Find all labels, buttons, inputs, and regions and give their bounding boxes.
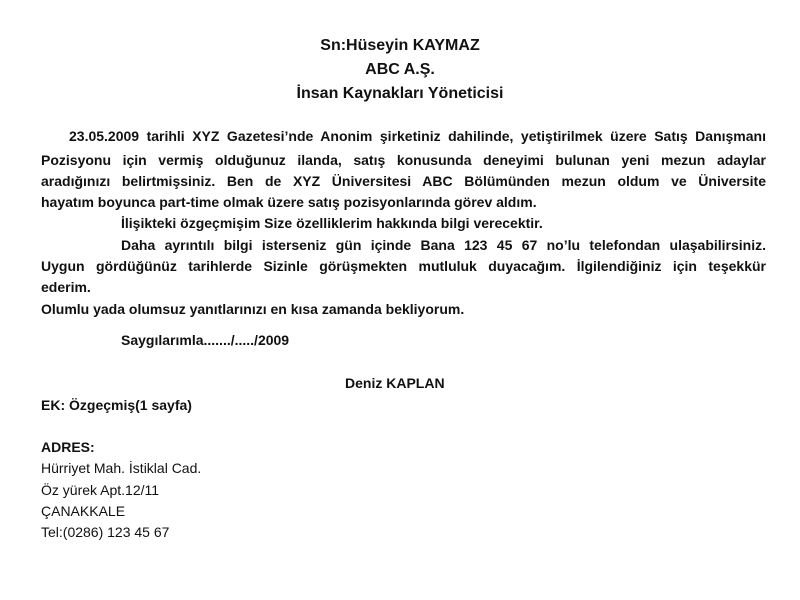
recipient-title: İnsan Kaynakları Yöneticisi: [296, 85, 504, 102]
paragraph3-line: Uygun gördüğünüz tarihlerde Sizinle görüşmekten mutluluk duyacağım. İlgilendiğiniz için teşekkür: [41, 258, 766, 274]
paragraph3-line: Daha ayrıntılı bilgi isterseniz gün içinde Bana 123 45 67 no’lu telefondan ulaşabilirsiniz.: [121, 237, 766, 253]
paragraph3-line: ederim.: [41, 279, 91, 295]
phone-line: Tel:(0286) 123 45 67: [41, 524, 170, 540]
paragraph1-line: 23.05.2009 tarihli XYZ Gazetesi’nde Anonim şirketiniz dahilinde, yetiştirilmek üzere Satış Danışmanı: [69, 128, 766, 144]
paragraph1-line: aradığınızı belirtmişsiniz. Ben de XYZ Üniversitesi ABC Bölümünden mezun oldum ve Üniversite: [41, 173, 766, 189]
attachment-note: EK: Özgeçmiş(1 sayfa): [41, 397, 192, 413]
paragraph2: İlişikteki özgeçmişim Size özelliklerim hakkında bilgi verecektir.: [121, 215, 543, 231]
recipient-name: Sn:Hüseyin KAYMAZ: [320, 37, 480, 54]
address-line: Öz yürek Apt.12/11: [41, 482, 160, 498]
paragraph1-line: Pozisyonu için vermiş olduğunuz ilanda, satış konusunda deneyimi bulunan yeni mezun adaylar: [41, 152, 766, 168]
address-heading: ADRES:: [41, 439, 95, 455]
company-name: ABC A.Ş.: [365, 61, 435, 78]
closing-line: Saygılarımla......./...../2009: [121, 332, 290, 348]
sender-name: Deniz KAPLAN: [345, 375, 445, 391]
paragraph1-line: hayatım boyunca part-time olmak üzere satış pozisyonlarında görev aldım.: [41, 194, 537, 210]
address-line: Hürriyet Mah. İstiklal Cad.: [41, 460, 202, 476]
address-line: ÇANAKKALE: [41, 503, 126, 519]
paragraph4: Olumlu yada olumsuz yanıtlarınızı en kısa zamanda bekliyorum.: [41, 301, 465, 317]
